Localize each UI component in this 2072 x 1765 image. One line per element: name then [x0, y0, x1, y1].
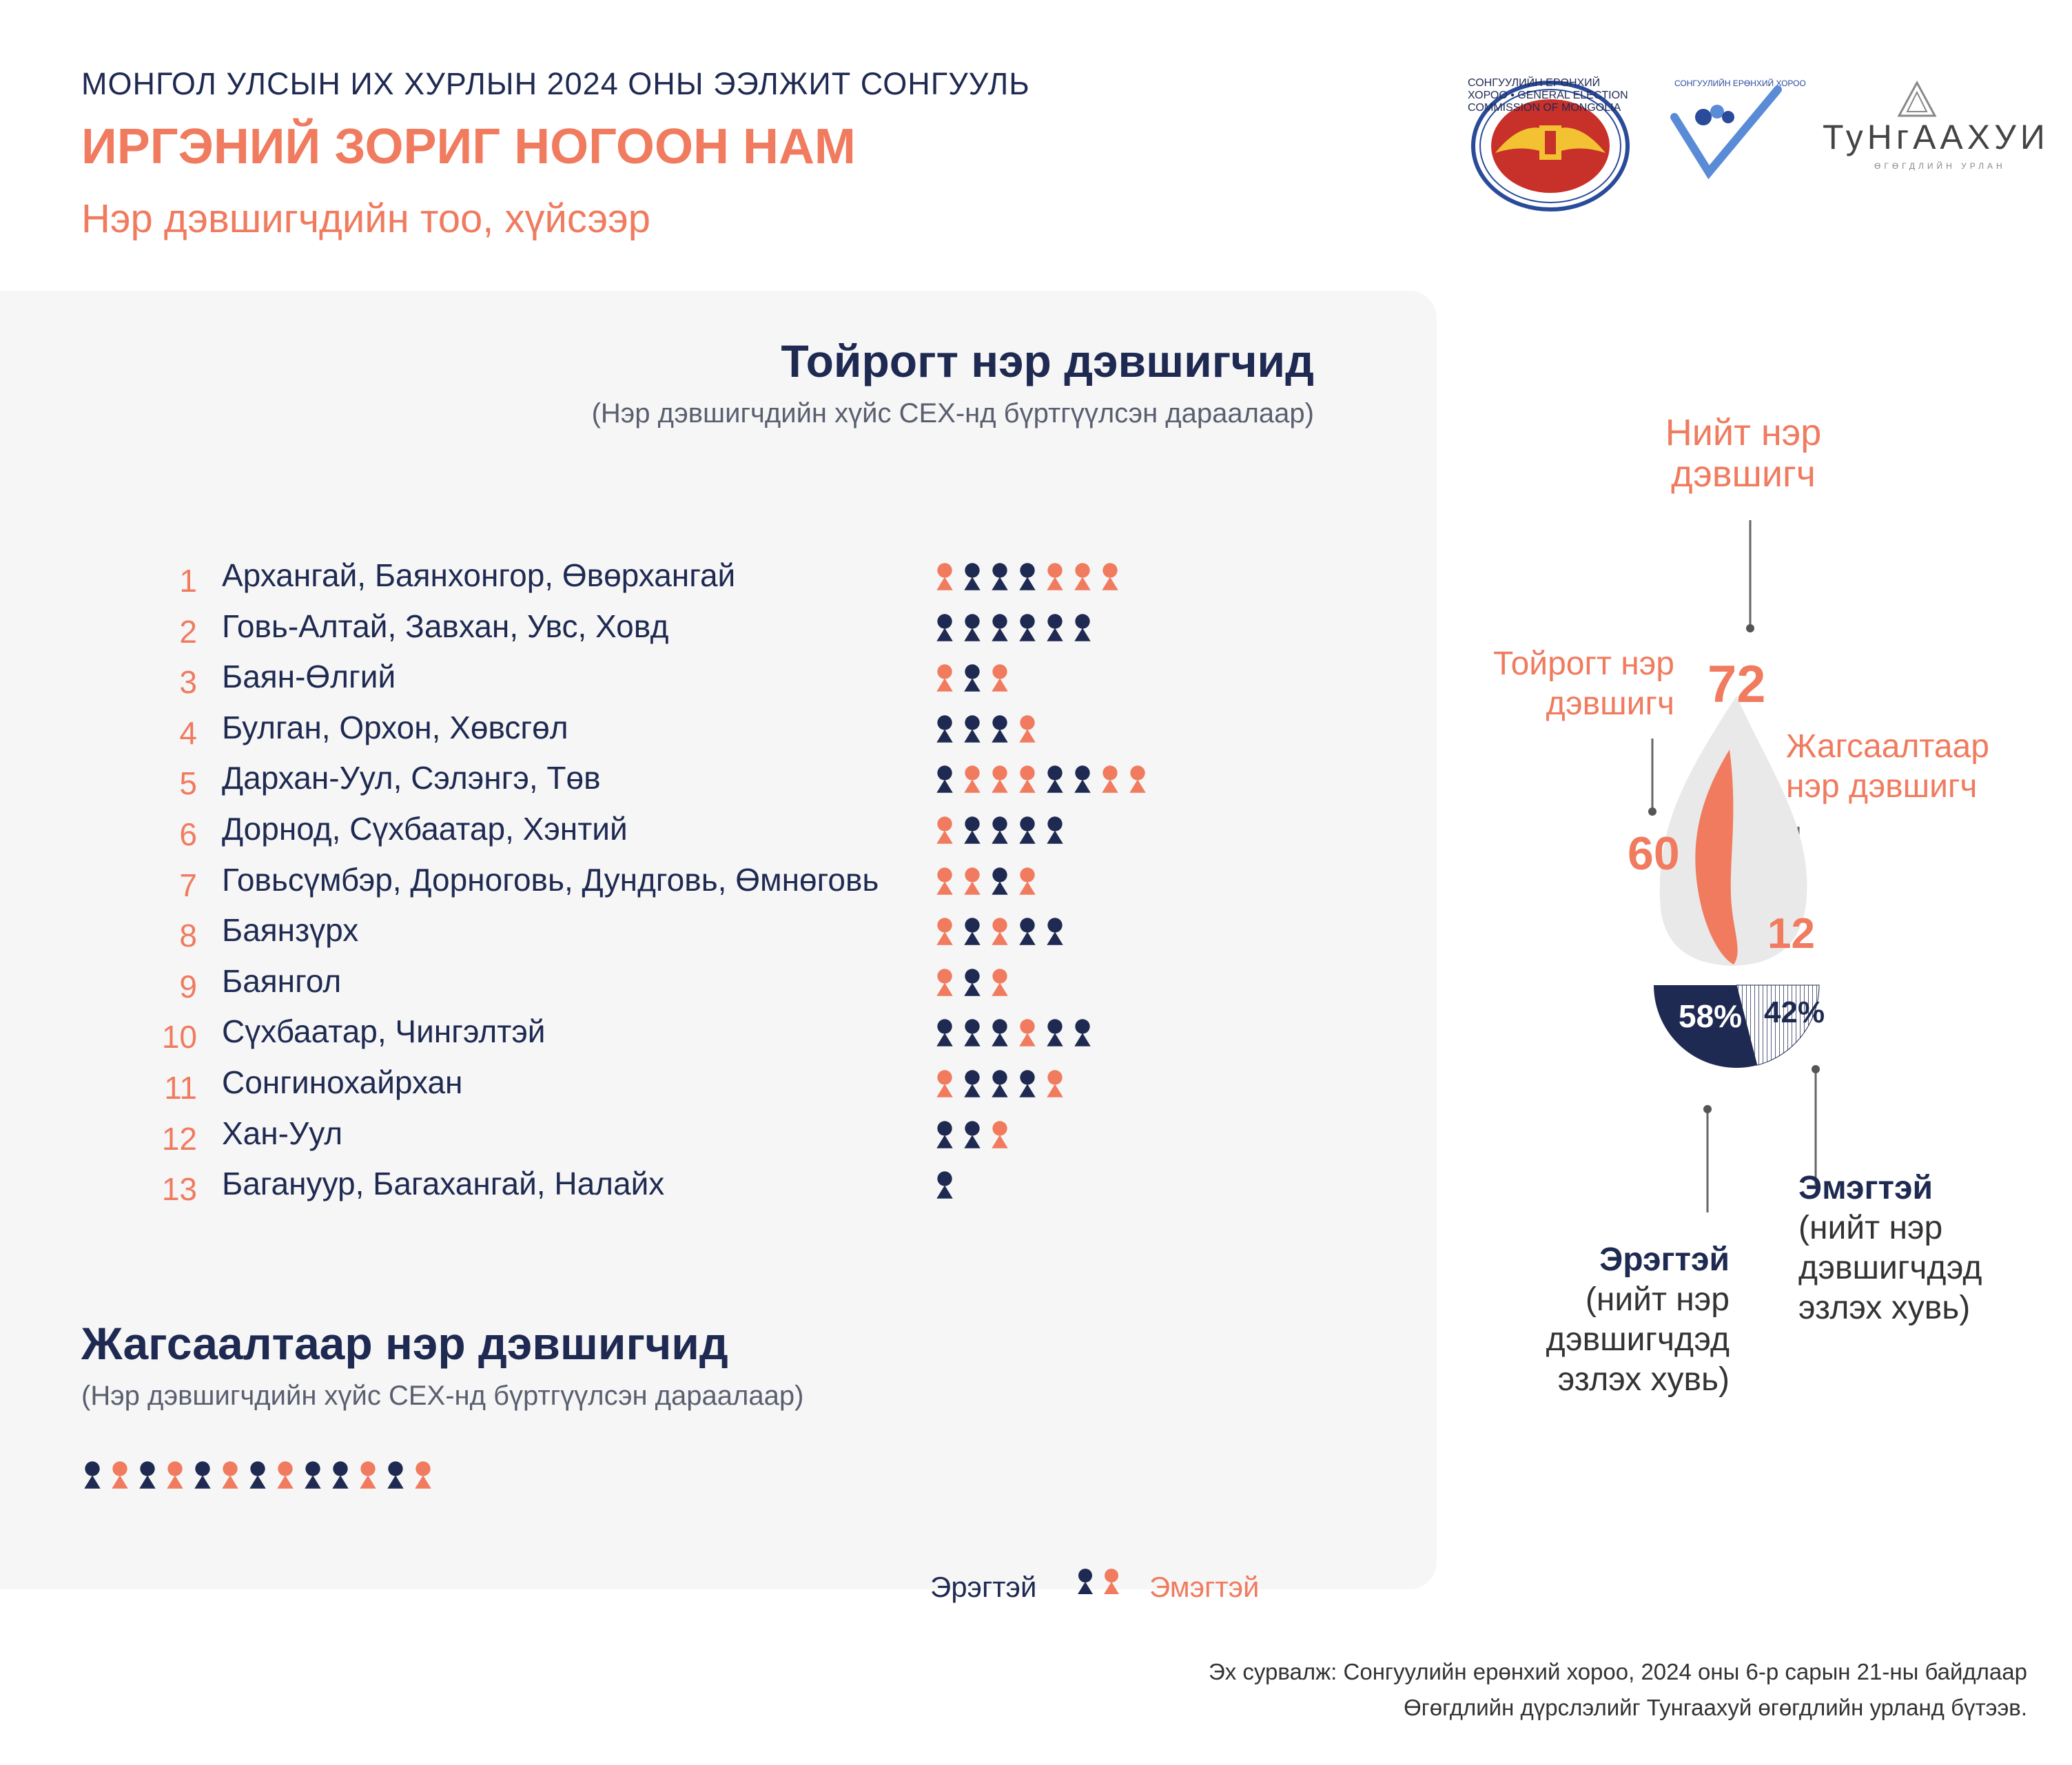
district-number: 10: [161, 1019, 197, 1055]
district-row: [138, 861, 1240, 909]
female-person-icon: [1016, 1018, 1038, 1047]
district-row: [138, 1064, 1240, 1112]
district-number: 1: [179, 563, 197, 599]
district-name: Баянзүрх: [222, 912, 359, 949]
district-number: 11: [164, 1070, 197, 1106]
female-person-icon: [412, 1460, 434, 1489]
male-person-icon: [1016, 1069, 1038, 1098]
male-note-line3: эзлэх хувь): [1557, 1361, 1730, 1398]
district-candidate-icons: [934, 867, 1044, 908]
female-note-line1: (нийт нэр: [1798, 1210, 1943, 1246]
party-title: ИРГЭНИЙ ЗОРИГ НОГООН НАМ: [81, 119, 856, 174]
list-label-line2: нэр дэвшигч: [1786, 768, 1978, 805]
male-person-icon: [989, 867, 1011, 896]
district-number: 9: [179, 968, 197, 1004]
male-person-icon: [1071, 613, 1094, 642]
female-person-icon: [934, 968, 956, 997]
list-candidate-icons: [81, 1460, 440, 1489]
male-person-icon: [136, 1460, 158, 1489]
male-person-icon: [961, 917, 983, 946]
district-name: Баянгол: [222, 962, 342, 999]
female-person-icon: [357, 1460, 379, 1489]
male-person-icon: [989, 1018, 1011, 1047]
female-person-icon: [934, 562, 956, 591]
female-person-icon: [1071, 562, 1094, 591]
district-name: Дархан-Уул, Сэлэнгэ, Төв: [222, 760, 601, 796]
district-row: [138, 658, 1240, 706]
district-name: Говьсүмбэр, Дорноговь, Дундговь, Өмнөговь: [222, 861, 879, 898]
district-number: 2: [179, 613, 197, 650]
female-person-icon: [989, 1120, 1011, 1149]
male-note: [1530, 1240, 1730, 1400]
female-note: [1798, 1168, 2005, 1328]
district-number: 13: [161, 1171, 197, 1208]
district-row: [138, 709, 1240, 757]
female-person-icon: [164, 1460, 186, 1489]
district-label: [1447, 644, 1674, 724]
district-label-line2: дэвшигч: [1546, 685, 1674, 722]
female-person-icon: [934, 663, 956, 692]
district-value: 60: [1628, 827, 1680, 880]
male-note-line2: дэвшигчдэд: [1546, 1321, 1730, 1358]
district-row: [138, 1013, 1240, 1061]
male-person-icon: [247, 1460, 269, 1489]
female-person-icon: [1016, 765, 1038, 794]
female-person-icon: [989, 765, 1011, 794]
female-person-icon: [1127, 765, 1149, 794]
district-candidate-icons: [934, 1120, 1016, 1162]
district-row: [138, 608, 1240, 656]
district-name: Булган, Орхон, Хөвсгөл: [222, 709, 568, 745]
male-person-icon: [384, 1460, 407, 1489]
male-person-icon: [961, 562, 983, 591]
total-label-line2: дэвшигч: [1671, 453, 1816, 495]
female-person-icon: [219, 1460, 241, 1489]
male-person-icon: [1044, 765, 1066, 794]
male-person-icon: [961, 816, 983, 845]
district-row: [138, 759, 1240, 807]
male-person-icon: [961, 663, 983, 692]
male-person-icon: [1075, 1568, 1096, 1595]
district-name: Багануур, Багахангай, Налайх: [222, 1166, 665, 1202]
legend-icons: [1075, 1568, 1127, 1595]
legend-female-label: Эмэгтэй: [1149, 1571, 1260, 1603]
female-person-icon: [934, 816, 956, 845]
male-person-icon: [934, 1018, 956, 1047]
district-candidate-icons: [934, 765, 1154, 806]
district-row: [138, 1165, 1240, 1213]
female-person-icon: [1016, 714, 1038, 743]
female-person-icon: [1099, 562, 1121, 591]
male-person-icon: [1016, 562, 1038, 591]
male-person-icon: [1044, 613, 1066, 642]
male-person-icon: [961, 1018, 983, 1047]
district-number: 4: [179, 714, 197, 751]
male-person-icon: [1044, 1018, 1066, 1047]
male-person-icon: [989, 714, 1011, 743]
tungaahui-logo-sub: ӨГӨГДЛИЙН УРЛАН: [1874, 161, 2006, 171]
district-candidate-icons: [934, 1069, 1071, 1111]
tungaahui-triangle-icon: [1896, 80, 1938, 118]
male-person-icon: [961, 613, 983, 642]
district-row: [138, 557, 1240, 605]
district-leader-dot: [1648, 807, 1656, 816]
female-person-icon: [1044, 562, 1066, 591]
male-person-icon: [329, 1460, 351, 1489]
female-person-icon: [989, 968, 1011, 997]
header-kicker: МОНГОЛ УЛСЫН ИХ ХУРЛЫН 2024 ОНЫ ЭЭЛЖИТ СОНГУУЛЬ: [81, 66, 1030, 101]
district-row: [138, 1115, 1240, 1163]
district-number: 12: [161, 1120, 197, 1157]
male-person-icon: [934, 613, 956, 642]
district-candidate-icons: [934, 714, 1044, 756]
district-name: Дорнод, Сүхбаатар, Хэнтий: [222, 811, 628, 847]
district-number: 6: [179, 816, 197, 852]
male-person-icon: [1016, 816, 1038, 845]
female-note-line3: эзлэх хувь): [1798, 1290, 1971, 1326]
female-person-icon: [1099, 765, 1121, 794]
district-candidate-icons: [934, 613, 1099, 654]
male-person-icon: [961, 968, 983, 997]
female-pct-label: 42%: [1764, 995, 1825, 1029]
total-leader-dot: [1746, 624, 1754, 632]
list-section-title: Жагсаалтаар нэр дэвшигчид: [81, 1318, 728, 1369]
district-name: Хан-Уул: [222, 1115, 343, 1151]
district-row: [138, 810, 1240, 858]
total-label: [1640, 412, 1847, 495]
male-person-icon: [961, 714, 983, 743]
female-person-icon: [961, 765, 983, 794]
district-row: [138, 962, 1240, 1011]
male-person-icon: [1044, 917, 1066, 946]
male-person-icon: [192, 1460, 214, 1489]
female-leader-dot: [1812, 1065, 1820, 1073]
male-person-icon: [934, 1120, 956, 1149]
source-line-2: Өгөгдлийн дүрслэлийг Тунгаахуй өгөгдлийн урланд бүтээв.: [1404, 1695, 2027, 1720]
female-person-icon: [1044, 1069, 1066, 1098]
male-person-icon: [989, 613, 1011, 642]
female-person-icon: [961, 867, 983, 896]
male-person-icon: [934, 765, 956, 794]
female-note-title: Эмэгтэй: [1798, 1170, 1933, 1206]
female-person-icon: [1101, 1568, 1122, 1595]
district-candidate-icons: [934, 1018, 1099, 1060]
legend-male-label: Эрэгтэй: [930, 1571, 1037, 1603]
male-person-icon: [1016, 613, 1038, 642]
district-row: [138, 911, 1240, 960]
male-person-icon: [81, 1460, 103, 1489]
male-person-icon: [989, 562, 1011, 591]
district-candidate-icons: [934, 968, 1016, 1009]
female-person-icon: [109, 1460, 131, 1489]
list-label: [1786, 727, 1989, 807]
male-person-icon: [989, 816, 1011, 845]
district-label-line1: Тойрогт нэр: [1493, 646, 1674, 682]
gec-checkmark-text: СОНГУУЛИЙН ЕРӨНХИЙ ХОРОО: [1674, 79, 1806, 88]
list-value: 12: [1767, 910, 1815, 958]
district-number: 5: [179, 765, 197, 802]
tungaahui-logo-text: ТуНгААХУИ: [1823, 118, 2049, 156]
male-note-line1: (нийт нэр: [1585, 1281, 1730, 1318]
list-label-line1: Жагсаалтаар: [1786, 728, 1989, 765]
district-name: Говь-Алтай, Завхан, Увс, Ховд: [222, 608, 669, 644]
district-name: Сүхбаатар, Чингэлтэй: [222, 1013, 546, 1050]
male-person-icon: [934, 714, 956, 743]
district-candidate-icons: [934, 816, 1071, 857]
male-person-icon: [1044, 816, 1066, 845]
page-subtitle: Нэр дэвшигчдийн тоо, хүйсээр: [81, 196, 650, 241]
district-section-title: Тойрогт нэр дэвшигчид: [781, 336, 1314, 386]
female-person-icon: [934, 867, 956, 896]
gec-emblem-text: СОНГУУЛИЙН ЕРӨНХИЙ ХОРОО • GENERAL ELECTION COMMISSION OF MONGOLIA: [1468, 77, 1628, 114]
male-person-icon: [1071, 765, 1094, 794]
female-person-icon: [989, 917, 1011, 946]
male-person-icon: [961, 1120, 983, 1149]
male-person-icon: [1071, 1018, 1094, 1047]
district-section-subtitle: (Нэр дэвшигчдийн хүйс СЕХ-нд бүртгүүлсэн дараалаар): [591, 398, 1314, 429]
district-name: Архангай, Баянхонгор, Өвөрхангай: [222, 557, 736, 593]
source-line-1: Эх сурвалж: Сонгуулийн ерөнхий хороо, 2024 оны 6-р сарын 21-ны байдлаар: [1208, 1659, 2027, 1684]
male-person-icon: [1016, 917, 1038, 946]
district-number: 7: [179, 867, 197, 903]
total-label-line1: Нийт нэр: [1665, 412, 1822, 453]
list-section-subtitle: (Нэр дэвшигчдийн хүйс СЕХ-нд бүртгүүлсэн дараалаар): [81, 1381, 804, 1411]
male-leader-dot: [1703, 1105, 1712, 1113]
female-person-icon: [274, 1460, 296, 1489]
total-value: 72: [1707, 655, 1766, 714]
male-person-icon: [302, 1460, 324, 1489]
male-person-icon: [989, 1069, 1011, 1098]
male-pct-label: 58%: [1679, 998, 1743, 1034]
male-person-icon: [961, 1069, 983, 1098]
female-person-icon: [934, 917, 956, 946]
gec-checkmark-logo: [1668, 76, 1785, 186]
district-number: 8: [179, 918, 197, 954]
male-person-icon: [934, 1170, 956, 1199]
district-name: Баян-Өлгий: [222, 659, 396, 695]
district-name: Сонгинохайрхан: [222, 1064, 463, 1100]
female-person-icon: [1016, 867, 1038, 896]
district-candidate-icons: [934, 562, 1127, 603]
district-candidate-icons: [934, 663, 1016, 705]
district-number: 3: [179, 664, 197, 701]
female-person-icon: [934, 1069, 956, 1098]
female-person-icon: [989, 663, 1011, 692]
district-candidate-icons: [934, 917, 1071, 958]
district-candidate-icons: [934, 1170, 961, 1212]
female-note-line2: дэвшигчдэд: [1798, 1250, 1982, 1286]
male-note-title: Эрэгтэй: [1599, 1241, 1730, 1278]
